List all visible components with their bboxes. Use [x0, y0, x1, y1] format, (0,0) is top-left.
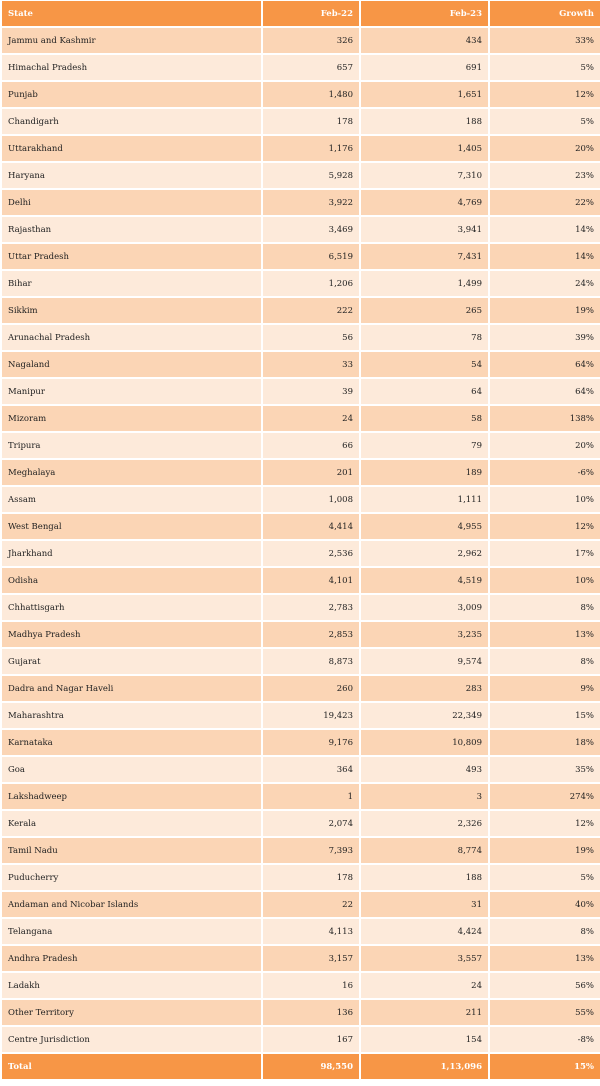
column-header-growth: Growth	[490, 1, 600, 26]
growth-cell: 12%	[490, 82, 600, 107]
growth-cell: 9%	[490, 676, 600, 701]
table-row	[2, 55, 600, 80]
feb-22-cell: 326	[263, 28, 359, 53]
table-row	[2, 109, 600, 134]
growth-cell: 12%	[490, 811, 600, 836]
feb-22-cell: 9,176	[263, 730, 359, 755]
state-cell: Punjab	[2, 82, 261, 107]
feb-23-cell: 7,431	[361, 244, 488, 269]
table-row	[2, 379, 600, 404]
feb-23-cell: 2,326	[361, 811, 488, 836]
feb-23-cell: 3,557	[361, 946, 488, 971]
growth-cell: 5%	[490, 55, 600, 80]
feb-22-cell: 1,480	[263, 82, 359, 107]
state-cell: Andhra Pradesh	[2, 946, 261, 971]
table-row	[2, 757, 600, 782]
table-row	[2, 136, 600, 161]
state-cell: Mizoram	[2, 406, 261, 431]
table-row	[2, 973, 600, 998]
feb-23-cell: 31	[361, 892, 488, 917]
table-row	[2, 298, 600, 323]
table-row	[2, 82, 600, 107]
feb-23-cell: 9,574	[361, 649, 488, 674]
table-row	[2, 703, 600, 728]
growth-cell: 274%	[490, 784, 600, 809]
state-cell: Bihar	[2, 271, 261, 296]
feb-23-cell: 79	[361, 433, 488, 458]
growth-cell: 17%	[490, 541, 600, 566]
feb-23-cell: 211	[361, 1000, 488, 1025]
table-row	[2, 271, 600, 296]
column-header-feb-22: Feb-22	[263, 1, 359, 26]
state-cell: Goa	[2, 757, 261, 782]
total-feb-22: 98,550	[263, 1054, 359, 1079]
feb-22-cell: 2,853	[263, 622, 359, 647]
feb-22-cell: 66	[263, 433, 359, 458]
table-row	[2, 1000, 600, 1025]
feb-23-cell: 3,941	[361, 217, 488, 242]
growth-cell: 23%	[490, 163, 600, 188]
feb-23-cell: 1,651	[361, 82, 488, 107]
table-body	[2, 28, 600, 1052]
table-row	[2, 244, 600, 269]
state-cell: Lakshadweep	[2, 784, 261, 809]
growth-cell: 22%	[490, 190, 600, 215]
feb-22-cell: 167	[263, 1027, 359, 1052]
growth-cell: 40%	[490, 892, 600, 917]
table-row	[2, 541, 600, 566]
total-row	[2, 1054, 600, 1079]
feb-22-cell: 222	[263, 298, 359, 323]
feb-23-cell: 78	[361, 325, 488, 350]
feb-22-cell: 1,176	[263, 136, 359, 161]
feb-22-cell: 4,101	[263, 568, 359, 593]
growth-cell: 33%	[490, 28, 600, 53]
state-cell: Uttarakhand	[2, 136, 261, 161]
growth-cell: 8%	[490, 919, 600, 944]
feb-22-cell: 178	[263, 865, 359, 890]
table-row	[2, 784, 600, 809]
feb-23-cell: 3,009	[361, 595, 488, 620]
growth-cell: 64%	[490, 379, 600, 404]
growth-cell: 8%	[490, 649, 600, 674]
table-row	[2, 487, 600, 512]
feb-22-cell: 3,469	[263, 217, 359, 242]
state-cell: West Bengal	[2, 514, 261, 539]
growth-cell: 56%	[490, 973, 600, 998]
table-row	[2, 217, 600, 242]
feb-22-cell: 260	[263, 676, 359, 701]
state-cell: Karnataka	[2, 730, 261, 755]
growth-cell: 20%	[490, 433, 600, 458]
feb-22-cell: 3,922	[263, 190, 359, 215]
state-cell: Manipur	[2, 379, 261, 404]
feb-23-cell: 691	[361, 55, 488, 80]
table-row	[2, 946, 600, 971]
growth-cell: 14%	[490, 244, 600, 269]
column-header-feb-23: Feb-23	[361, 1, 488, 26]
state-cell: Chhattisgarh	[2, 595, 261, 620]
feb-23-cell: 1,499	[361, 271, 488, 296]
growth-cell: 20%	[490, 136, 600, 161]
feb-22-cell: 364	[263, 757, 359, 782]
feb-22-cell: 136	[263, 1000, 359, 1025]
feb-22-cell: 6,519	[263, 244, 359, 269]
state-cell: Tamil Nadu	[2, 838, 261, 863]
feb-23-cell: 3	[361, 784, 488, 809]
state-cell: Jharkhand	[2, 541, 261, 566]
state-cell: Telangana	[2, 919, 261, 944]
table-row	[2, 649, 600, 674]
feb-23-cell: 493	[361, 757, 488, 782]
state-cell: Gujarat	[2, 649, 261, 674]
feb-22-cell: 4,113	[263, 919, 359, 944]
state-cell: Assam	[2, 487, 261, 512]
feb-23-cell: 64	[361, 379, 488, 404]
feb-23-cell: 7,310	[361, 163, 488, 188]
state-cell: Madhya Pradesh	[2, 622, 261, 647]
state-cell: Other Territory	[2, 1000, 261, 1025]
table-row	[2, 352, 600, 377]
feb-22-cell: 178	[263, 109, 359, 134]
state-cell: Uttar Pradesh	[2, 244, 261, 269]
table-row	[2, 919, 600, 944]
feb-23-cell: 4,955	[361, 514, 488, 539]
table-row	[2, 28, 600, 53]
table-row	[2, 865, 600, 890]
growth-cell: 13%	[490, 946, 600, 971]
feb-23-cell: 265	[361, 298, 488, 323]
header-row	[2, 1, 600, 26]
feb-23-cell: 4,424	[361, 919, 488, 944]
growth-cell: 138%	[490, 406, 600, 431]
feb-22-cell: 16	[263, 973, 359, 998]
growth-cell: 18%	[490, 730, 600, 755]
state-cell: Dadra and Nagar Haveli	[2, 676, 261, 701]
feb-22-cell: 22	[263, 892, 359, 917]
feb-22-cell: 8,873	[263, 649, 359, 674]
feb-22-cell: 7,393	[263, 838, 359, 863]
table-row	[2, 460, 600, 485]
state-cell: Puducherry	[2, 865, 261, 890]
growth-cell: 13%	[490, 622, 600, 647]
state-cell: Haryana	[2, 163, 261, 188]
feb-22-cell: 1,206	[263, 271, 359, 296]
table-row	[2, 433, 600, 458]
growth-cell: 8%	[490, 595, 600, 620]
table-row	[2, 406, 600, 431]
state-cell: Delhi	[2, 190, 261, 215]
table-row	[2, 730, 600, 755]
table-row	[2, 325, 600, 350]
feb-22-cell: 2,536	[263, 541, 359, 566]
state-cell: Meghalaya	[2, 460, 261, 485]
growth-cell: 64%	[490, 352, 600, 377]
feb-23-cell: 2,962	[361, 541, 488, 566]
feb-23-cell: 189	[361, 460, 488, 485]
feb-23-cell: 10,809	[361, 730, 488, 755]
table-row	[2, 676, 600, 701]
growth-cell: -6%	[490, 460, 600, 485]
feb-23-cell: 3,235	[361, 622, 488, 647]
total-feb-23: 1,13,096	[361, 1054, 488, 1079]
feb-22-cell: 5,928	[263, 163, 359, 188]
growth-cell: -8%	[490, 1027, 600, 1052]
growth-cell: 39%	[490, 325, 600, 350]
state-cell: Chandigarh	[2, 109, 261, 134]
growth-cell: 5%	[490, 865, 600, 890]
state-cell: Sikkim	[2, 298, 261, 323]
feb-23-cell: 22,349	[361, 703, 488, 728]
feb-22-cell: 1	[263, 784, 359, 809]
table-row	[2, 514, 600, 539]
feb-22-cell: 39	[263, 379, 359, 404]
table-row	[2, 811, 600, 836]
feb-23-cell: 1,111	[361, 487, 488, 512]
table-row	[2, 190, 600, 215]
feb-23-cell: 283	[361, 676, 488, 701]
state-cell: Himachal Pradesh	[2, 55, 261, 80]
feb-22-cell: 4,414	[263, 514, 359, 539]
table-row	[2, 1027, 600, 1052]
state-cell: Andaman and Nicobar Islands	[2, 892, 261, 917]
growth-cell: 15%	[490, 703, 600, 728]
table-row	[2, 568, 600, 593]
growth-cell: 10%	[490, 568, 600, 593]
column-header-state: State	[2, 1, 261, 26]
feb-23-cell: 434	[361, 28, 488, 53]
feb-22-cell: 56	[263, 325, 359, 350]
state-cell: Tripura	[2, 433, 261, 458]
growth-cell: 24%	[490, 271, 600, 296]
state-cell: Kerala	[2, 811, 261, 836]
growth-cell: 5%	[490, 109, 600, 134]
feb-23-cell: 1,405	[361, 136, 488, 161]
feb-23-cell: 4,769	[361, 190, 488, 215]
total-growth: 15%	[490, 1054, 600, 1079]
table-row	[2, 595, 600, 620]
feb-23-cell: 54	[361, 352, 488, 377]
feb-23-cell: 188	[361, 865, 488, 890]
growth-cell: 10%	[490, 487, 600, 512]
growth-cell: 19%	[490, 838, 600, 863]
feb-23-cell: 4,519	[361, 568, 488, 593]
feb-23-cell: 58	[361, 406, 488, 431]
table-row	[2, 838, 600, 863]
growth-cell: 35%	[490, 757, 600, 782]
feb-22-cell: 2,783	[263, 595, 359, 620]
growth-cell: 12%	[490, 514, 600, 539]
growth-cell: 14%	[490, 217, 600, 242]
feb-22-cell: 33	[263, 352, 359, 377]
feb-22-cell: 657	[263, 55, 359, 80]
state-cell: Ladakh	[2, 973, 261, 998]
state-cell: Centre Jurisdiction	[2, 1027, 261, 1052]
state-cell: Rajasthan	[2, 217, 261, 242]
feb-22-cell: 201	[263, 460, 359, 485]
state-cell: Maharashtra	[2, 703, 261, 728]
state-cell: Nagaland	[2, 352, 261, 377]
feb-22-cell: 3,157	[263, 946, 359, 971]
feb-22-cell: 24	[263, 406, 359, 431]
table-row	[2, 622, 600, 647]
feb-22-cell: 1,008	[263, 487, 359, 512]
feb-23-cell: 8,774	[361, 838, 488, 863]
feb-22-cell: 2,074	[263, 811, 359, 836]
growth-cell: 19%	[490, 298, 600, 323]
state-cell: Jammu and Kashmir	[2, 28, 261, 53]
growth-cell: 55%	[490, 1000, 600, 1025]
state-cell: Arunachal Pradesh	[2, 325, 261, 350]
feb-23-cell: 24	[361, 973, 488, 998]
feb-23-cell: 154	[361, 1027, 488, 1052]
feb-22-cell: 19,423	[263, 703, 359, 728]
state-cell: Odisha	[2, 568, 261, 593]
total-label: Total	[2, 1054, 261, 1079]
table-row	[2, 892, 600, 917]
table-row	[2, 163, 600, 188]
feb-23-cell: 188	[361, 109, 488, 134]
